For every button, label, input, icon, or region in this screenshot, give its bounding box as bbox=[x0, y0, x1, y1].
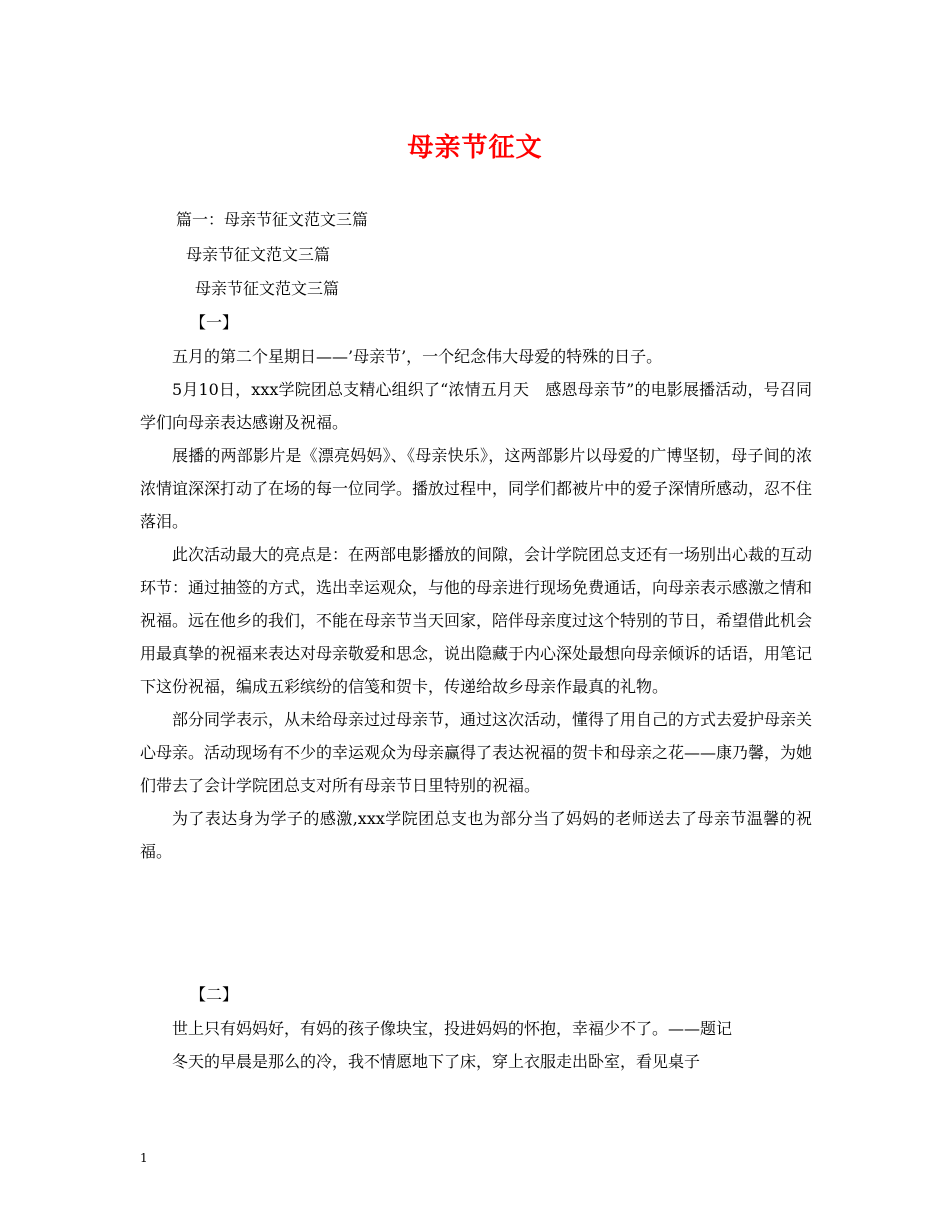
header-line-1: 篇一：母亲节征文范文三篇 bbox=[176, 210, 369, 229]
page-number: 1 bbox=[140, 1151, 148, 1165]
section-two-mark: 【二】 bbox=[190, 985, 239, 1004]
section-two-paragraph-2: 冬天的早晨是那么的冷，我不情愿地下了床，穿上衣服走出卧室，看见桌子 bbox=[172, 1052, 701, 1071]
section-one-paragraph-1: 五月的第二个星期日——’母亲节’，一个纪念伟大母爱的特殊的日子。 bbox=[172, 347, 663, 366]
section-one-mark: 【一】 bbox=[190, 313, 239, 332]
section-one-paragraph-5: 部分同学表示，从未给母亲过过母亲节，通过这次活动，懂得了用自己的方式去爱护母亲关心母亲。活动现场有不少的幸运观众为母亲赢得了表达祝福的贺卡和母亲之花——康乃馨，为她们带去了会计学院团总支对所有母亲节日里特别的祝福。 bbox=[140, 710, 813, 795]
header-line-3: 母亲节征文范文三篇 bbox=[195, 279, 340, 298]
section-two-body bbox=[140, 1012, 812, 1078]
section-two-paragraph-1: 世上只有妈妈好，有妈的孩子像块宝，投进妈妈的怀抱，幸福少不了。——题记 bbox=[172, 1019, 733, 1038]
section-one-paragraph-3: 展播的两部影片是《漂亮妈妈》、《母亲快乐》，这两部影片以母爱的广博坚韧，母子间的浓浓情谊深深打动了在场的每一位同学。播放过程中，同学们都被片中的爱子深情所感动，忍不住落泪。 bbox=[140, 446, 813, 531]
document-title: 母亲节征文 bbox=[407, 133, 543, 163]
section-one-paragraph-2: 5月10日，xxx学院团总支精心组织了“浓情五月天 感恩母亲节”的电影展播活动，号召同学们向母亲表达感谢及祝福。 bbox=[140, 380, 812, 432]
section-one-body bbox=[140, 340, 812, 868]
header-line-2: 母亲节征文范文三篇 bbox=[186, 245, 331, 264]
section-one-paragraph-4: 此次活动最大的亮点是：在两部电影播放的间隙，会计学院团总支还有一场别出心裁的互动环节：通过抽签的方式，选出幸运观众，与他的母亲进行现场免费通话，向母亲表示感激之情和祝福。远在他乡的我们，不能在母亲节当天回家，陪伴母亲度过这个特别的节日，希望借此机会用最真挚的祝福来表达对母亲敬爱和思念，说出隐藏于内心深处最想向母亲倾诉的话语，用笔记下这份祝福，编成五彩缤纷的信笺和贺卡，传递给故乡母亲作最真的礼物。 bbox=[140, 545, 813, 696]
section-one-paragraph-6: 为了表达身为学子的感激,xxx学院团总支也为部分当了妈妈的老师送去了母亲节温馨的祝福。 bbox=[140, 809, 812, 861]
